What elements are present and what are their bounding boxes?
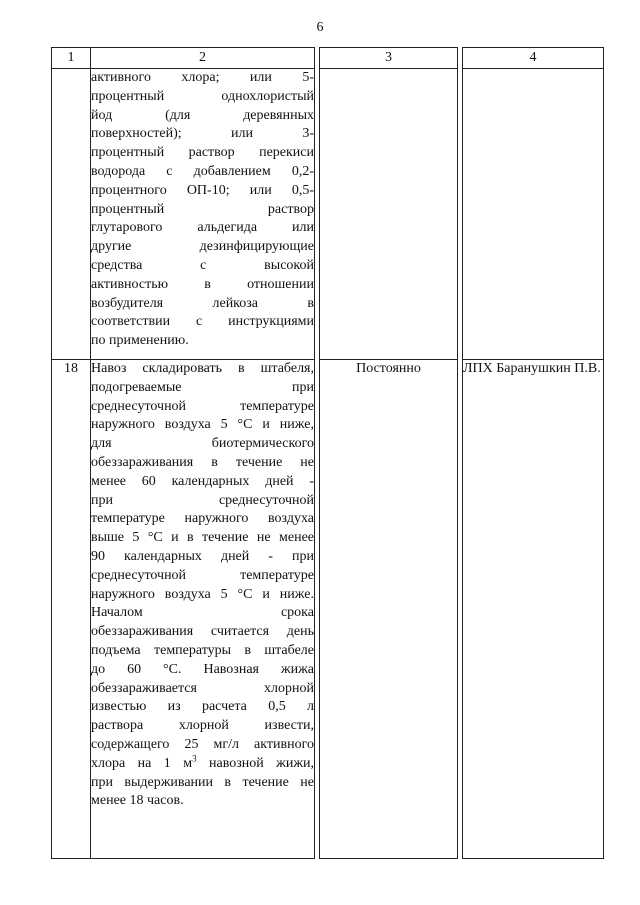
measures-table [51,47,604,859]
header-col-4: 4 [463,48,604,69]
header-col-3: 3 [320,48,458,69]
text-line: менее 18 часов. [91,793,184,809]
text-line: активностью в отношении [91,276,314,292]
text-line: обеззараживается хлорной [91,680,314,696]
measure-text [91,360,315,859]
text-line: температуре наружного воздуха [91,511,314,527]
table-row-18 [52,360,604,859]
text-line: процентный однохлористый [91,88,314,104]
text-line [91,755,314,774]
period-cell [320,69,458,360]
text-line: по применению. [91,333,189,349]
text-line: для биотермического [91,436,314,452]
text-line: поверхностей); или 3- [91,126,314,142]
text-line: Началом срока [91,605,314,621]
text-line: подогреваемые при [91,379,314,395]
text-line: при выдерживании в течение не [91,774,314,790]
text-line: содержащего 25 мг/л активного [91,736,314,752]
text-line: при среднесуточной [91,492,314,508]
text-line: процентного ОП-10; или 0,5- [91,182,314,198]
text-line: наружного воздуха 5 °С и ниже. [91,586,314,602]
text-line: средства с высокой [91,257,314,273]
text-line: 90 календарных дней - при [91,548,314,564]
period-cell: Постоянно [320,360,458,859]
text-line: возбудителя лейкоза в [91,295,314,311]
text-line: активного хлора; или 5- [91,70,314,85]
text-line: соответствии с инструкциями [91,314,314,330]
text-line: глутарового альдегида или [91,220,314,236]
superscript: 3 [192,753,197,764]
text-line: до 60 °С. Навозная жижа [91,661,314,677]
text-line: процентный раствор [91,201,314,217]
table-row-continued [52,69,604,360]
header-col-2: 2 [91,48,315,69]
responsible-cell [463,69,604,360]
text-line: среднесуточной температуре [91,567,314,583]
page-number: 6 [316,20,324,35]
text-line: обеззараживания в течение не [91,454,314,470]
text-line: известью из расчета 0,5 л [91,699,314,715]
text-line: среднесуточной температуре [91,398,314,414]
text-line: йод (для деревянных [91,107,314,123]
text-line: подъема температуры в штабеле [91,642,314,658]
text-line: Навоз складировать в штабеля, [91,361,314,376]
header-col-1: 1 [52,48,91,69]
text-line: другие дезинфицирующие [91,239,314,255]
text-fragment: хлора на 1 м [91,755,193,771]
text-line: наружного воздуха 5 °С и ниже, [91,417,314,433]
row-number: 18 [52,360,91,859]
text-fragment: навозной жижи, [196,755,314,771]
measure-text [91,69,315,360]
text-line: раствора хлорной извести, [91,718,314,734]
text-line: процентный раствор перекиси [91,145,314,161]
text-line: менее 60 календарных дней - [91,473,314,489]
table-header-row [52,48,604,69]
row-number [52,69,91,360]
text-line: выше 5 °С и в течение не менее [91,530,314,546]
responsible-cell: ЛПХ Баранушкин П.В. [463,360,604,859]
text-line: водорода с добавлением 0,2- [91,163,314,179]
text-line: обеззараживания считается день [91,624,314,640]
